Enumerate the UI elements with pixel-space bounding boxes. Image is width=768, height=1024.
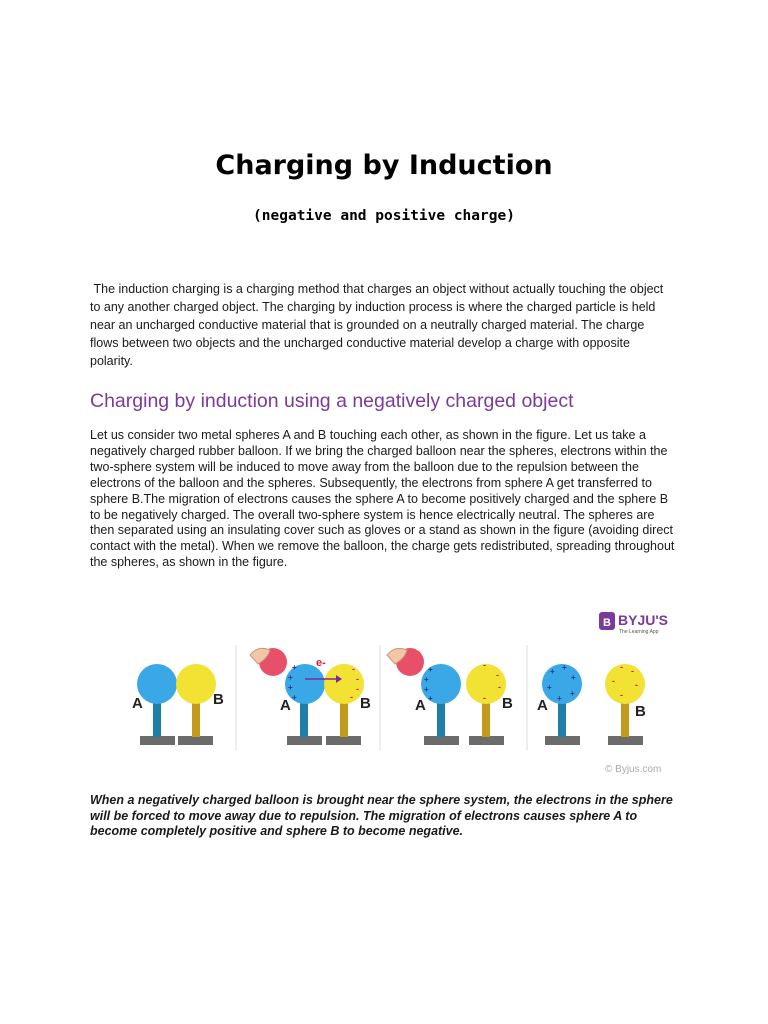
svg-text:-: - bbox=[496, 670, 499, 680]
svg-text:+: + bbox=[428, 665, 433, 674]
svg-text:+: + bbox=[571, 673, 576, 682]
svg-text:+: + bbox=[570, 689, 575, 698]
panel-2 bbox=[250, 648, 371, 745]
svg-text:-: - bbox=[350, 692, 353, 702]
panel-4 bbox=[537, 662, 646, 745]
svg-text:+: + bbox=[288, 683, 293, 692]
svg-text:-: - bbox=[620, 662, 623, 672]
panel-1 bbox=[132, 664, 224, 745]
sphere-b bbox=[176, 664, 216, 704]
svg-text:+: + bbox=[562, 663, 567, 672]
page-title: Charging by Induction bbox=[215, 150, 553, 181]
svg-text:-: - bbox=[483, 660, 486, 670]
svg-text:+: + bbox=[288, 673, 293, 682]
electron-label: e- bbox=[316, 657, 326, 669]
svg-text:-: - bbox=[635, 680, 638, 690]
byjus-logo bbox=[599, 612, 668, 635]
svg-text:B: B bbox=[603, 617, 611, 629]
panel-3 bbox=[387, 648, 513, 745]
svg-text:-: - bbox=[620, 690, 623, 700]
section-body: Let us consider two metal spheres A and B touching each other, as shown in the figure. Let us take a negatively charged rubber balloon. If we bring the charged balloon near the spheres, electrons within the two-sphere system will be induced to move away from the balloon due to the repulsion between the electrons of the balloon and the spheres. Subsequently, the electrons from sphere A get transferred to sphere B.The migration of electrons causes the sphere A to become positively charged and the sphere B to be negatively charged. The overall two-sphere system is hence electrically neutral. The spheres are then separated using an insulating cover such as gloves or a stand as shown in the figure (avoiding direct contact with the metal). When we remove the balloon, the charge gets redistributed, spreading throughout the spheres, as shown in the figure. bbox=[90, 428, 675, 570]
svg-text:+: + bbox=[292, 663, 297, 672]
intro-paragraph: The induction charging is a charging method that charges an object without actually touching the object to any another charged object. The charging by induction process is where the charged particle is held near an uncharged conductive material that is grounded on a neutrally charged material. The charge flows between two objects and the uncharged conductive material develop a charge with opposite polarity. bbox=[90, 282, 667, 368]
sphere-a bbox=[137, 664, 177, 704]
base-b bbox=[178, 736, 213, 745]
svg-text:+: + bbox=[428, 694, 433, 703]
svg-text:-: - bbox=[483, 693, 486, 703]
svg-text:-: - bbox=[631, 666, 634, 676]
svg-text:-: - bbox=[612, 676, 615, 686]
label-b: B bbox=[213, 691, 224, 708]
logo-text: BYJU'S bbox=[618, 612, 669, 628]
svg-text:A: A bbox=[537, 697, 548, 714]
svg-text:+: + bbox=[547, 683, 552, 692]
figure-caption: When a negatively charged balloon is brought near the sphere system, the electrons in the sphere will be forced to move away due to repulsion. The migration of electrons causes sphere A to become completely positive and sphere B to become negative. bbox=[90, 793, 673, 838]
copyright-text: © Byjus.com bbox=[605, 764, 662, 775]
svg-text:-: - bbox=[498, 682, 501, 692]
svg-text:B: B bbox=[502, 695, 513, 712]
induction-figure bbox=[100, 600, 680, 785]
svg-text:+: + bbox=[424, 675, 429, 684]
induction-diagram bbox=[100, 600, 680, 785]
svg-text:B: B bbox=[635, 703, 646, 720]
base-a bbox=[140, 736, 175, 745]
svg-text:B: B bbox=[360, 695, 371, 712]
svg-text:+: + bbox=[292, 693, 297, 702]
svg-text:+: + bbox=[557, 694, 562, 703]
logo-tagline: The Learning App bbox=[619, 629, 659, 635]
svg-text:+: + bbox=[424, 685, 429, 694]
svg-text:-: - bbox=[356, 674, 359, 684]
page-subtitle: (negative and positive charge) bbox=[253, 208, 515, 224]
section-heading: Charging by induction using a negatively charged object bbox=[90, 390, 574, 412]
label-a: A bbox=[132, 695, 143, 712]
svg-text:A: A bbox=[415, 697, 426, 714]
svg-text:A: A bbox=[280, 697, 291, 714]
svg-text:+: + bbox=[550, 667, 555, 676]
svg-text:-: - bbox=[356, 684, 359, 694]
svg-text:-: - bbox=[352, 664, 355, 674]
